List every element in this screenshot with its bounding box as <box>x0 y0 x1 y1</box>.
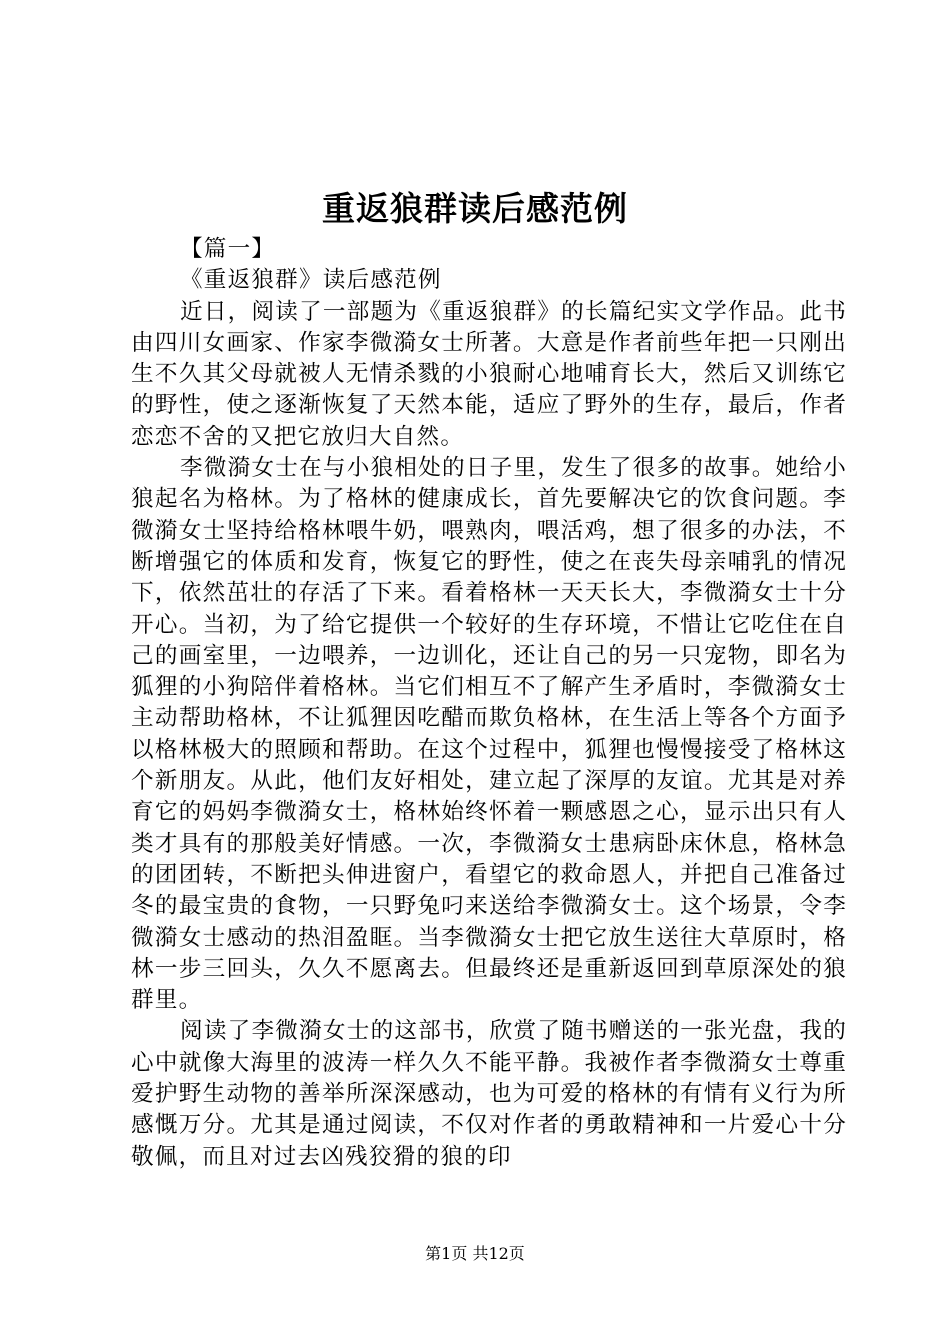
section-label: 【篇一】 <box>180 236 276 262</box>
page-number-footer: 第1页 共12页 <box>425 1244 525 1263</box>
document-body <box>131 234 847 1173</box>
document-subtitle: 《重返狼群》读后感范例 <box>180 267 442 294</box>
body-paragraph: 近日，阅读了一部题为《重返狼群》的长篇纪实文学作品。此书由四川女画家、作家李微漪女士所著。大意是作者前些年把一只刚出生不久其父母就被人无情杀戮的小狼耐心地哺育长大，然后又训练它的野性，使之逐渐恢复了天然本能，适应了野外的生存，最后，作者恋恋不舍的又把它放归大自然。 <box>131 298 847 450</box>
body-paragraph: 阅读了李微漪女士的这部书，欣赏了随书赠送的一张光盘，我的心中就像大海里的波涛一样久久不能平静。我被作者李微漪女士尊重爱护野生动物的善举所深深感动，也为可爱的格林的有情有义行为所感慨万分。尤其是通过阅读，不仅对作者的勇敢精神和一片爱心十分敬佩，而且对过去凶残狡猾的狼的印 <box>131 1018 847 1170</box>
body-paragraph: 李微漪女士在与小狼相处的日子里，发生了很多的故事。她给小狼起名为格林。为了格林的健康成长，首先要解决它的饮食问题。李微漪女士坚持给格林喂牛奶，喂熟肉，喂活鸡，想了很多的办法，不断增强它的体质和发育，恢复它的野性，使之在丧失母亲哺乳的情况下，依然茁壮的存活了下来。看着格林一天天长大，李微漪女士十分开心。当初，为了给它提供一个较好的生存环境，不惜让它吃住在自己的画室里，一边喂养，一边训化，还让自己的另一只宠物，即名为狐狸的小狗陪伴着格林。当它们相互不了解产生矛盾时，李微漪女士主动帮助格林，不让狐狸因吃醋而欺负格林，在生活上等各个方面予以格林极大的照顾和帮助。在这个过程中，狐狸也慢慢接受了格林这个新朋友。从此，他们友好相处，建立起了深厚的友谊。尤其是对养育它的妈妈李微漪女士，格林始终怀着一颗感恩之心，显示出只有人类才具有的那般美好情感。一次，李微漪女士患病卧床休息，格林急的团团转，不断把头伸进窗户，看望它的救命恩人，并把自己准备过冬的最宝贵的食物，一只野兔叼来送给李微漪女士。这个场景，令李微漪女士感动的热泪盈眶。当李微漪女士把它放生送往大草原时，格林一步三回头，久久不愿离去。但最终还是重新返回到草原深处的狼群里。 <box>131 455 847 1014</box>
document-title: 重返狼群读后感范例 <box>322 189 628 228</box>
